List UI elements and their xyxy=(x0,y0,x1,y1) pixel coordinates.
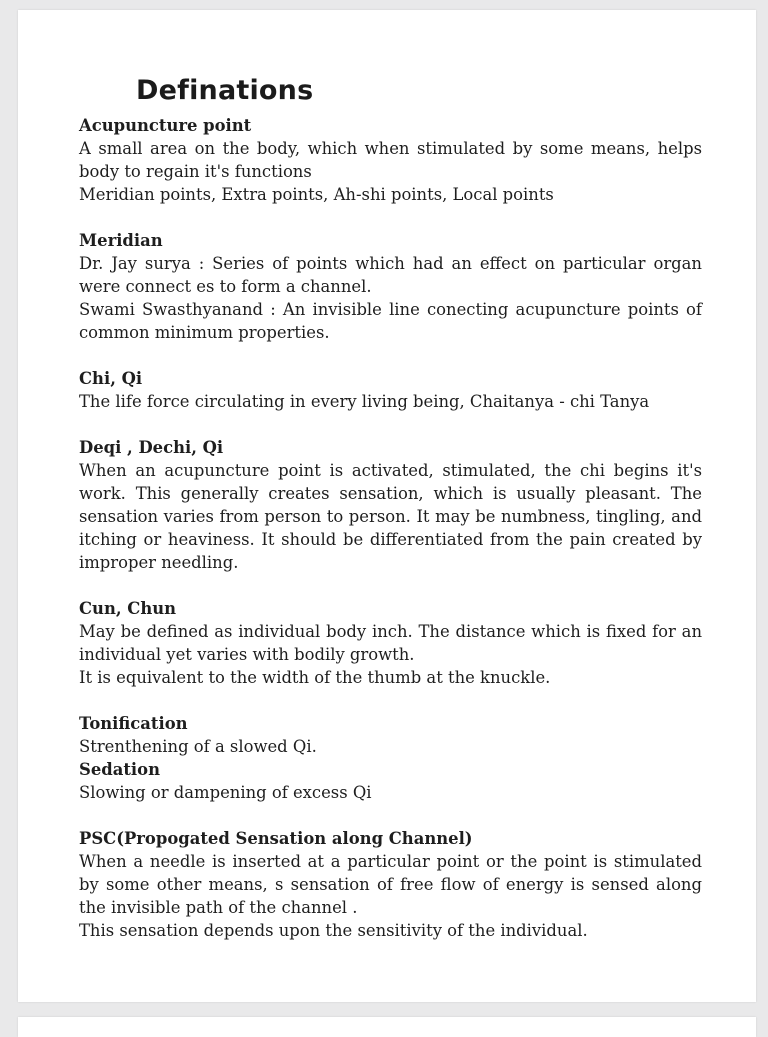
definition-text: When a needle is inserted at a particular point or the point is stimulated by some other means, s sensation of free flow of energy is sensed along the invisible path of the channel . xyxy=(79,852,702,917)
definitions-body xyxy=(79,114,702,965)
definition-deqi xyxy=(79,436,702,574)
term-label: Cun, Chun xyxy=(79,599,177,618)
term-label: Deqi , Dechi, Qi xyxy=(79,438,224,457)
definition-psc xyxy=(79,827,702,942)
definition-text: Dr. Jay surya : Series of points which had an effect on particular organ were connect es to form a channel. xyxy=(79,254,702,296)
definition-text: The life force circulating in every living being, Chaitanya - chi Tanya xyxy=(79,392,650,411)
term-label: Chi, Qi xyxy=(79,369,143,388)
definition-tonification-sedation xyxy=(79,712,702,804)
definition-text: When an acupuncture point is activated, stimulated, the chi begins it's work. This generally creates sensation, which is usually pleasant. The sensation varies from person to person. It may be numbness, tingling, and itching or heaviness. It should be differentiated from the pain created by improper needling. xyxy=(79,461,702,572)
definition-meridian xyxy=(79,229,702,344)
definition-text: May be defined as individual body inch. The distance which is fixed for an individual yet varies with bodily growth. xyxy=(79,622,702,664)
page-title: Definations xyxy=(136,75,314,106)
definition-chi xyxy=(79,367,702,413)
definition-text: Swami Swasthyanand : An invisible line conecting acupuncture points of common minimum properties. xyxy=(79,300,702,342)
term-label: Acupuncture point xyxy=(79,116,252,135)
definition-text: A small area on the body, which when stimulated by some means, helps body to regain it's functions xyxy=(79,139,702,181)
definition-text: Meridian points, Extra points, Ah-shi points, Local points xyxy=(79,185,554,204)
definition-text: Strenthening of a slowed Qi. xyxy=(79,737,317,756)
document-page xyxy=(18,10,756,1002)
definition-acupuncture-point xyxy=(79,114,702,206)
term-label: PSC(Propogated Sensation along Channel) xyxy=(79,829,473,848)
definition-text: This sensation depends upon the sensitivity of the individual. xyxy=(79,921,588,940)
definition-text: Slowing or dampening of excess Qi xyxy=(79,783,372,802)
term-label: Meridian xyxy=(79,231,163,250)
term-label: Tonification xyxy=(79,714,188,733)
definition-cun xyxy=(79,597,702,689)
definition-text: It is equivalent to the width of the thumb at the knuckle. xyxy=(79,668,551,687)
term-label: Sedation xyxy=(79,760,160,779)
next-page-edge xyxy=(18,1017,756,1037)
